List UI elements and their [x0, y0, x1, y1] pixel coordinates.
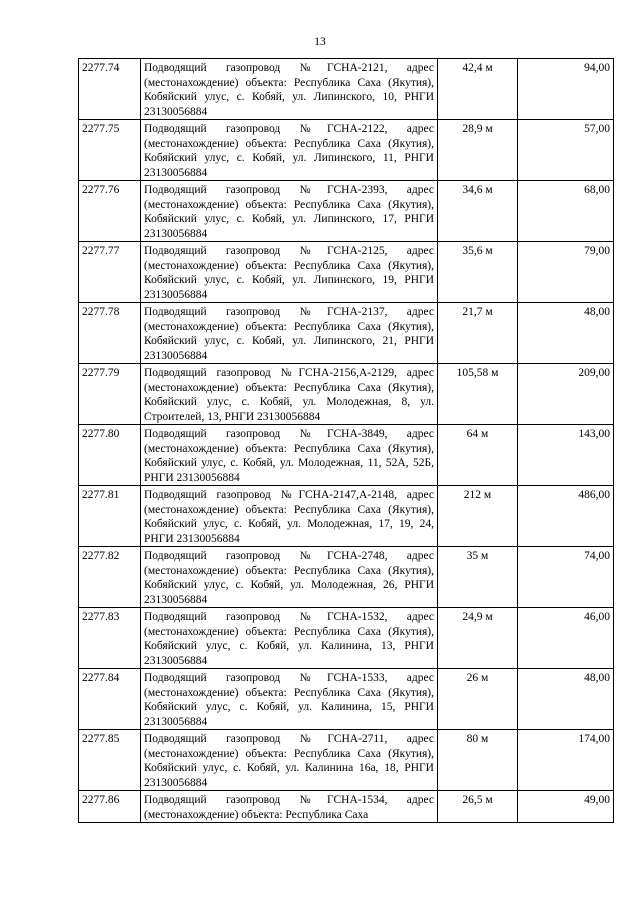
row-number-cell: 2277.74 [79, 59, 141, 120]
cost-cell: 48,00 [518, 303, 614, 364]
length-cell: 42,4 м [438, 59, 518, 120]
length-cell: 24,9 м [438, 608, 518, 669]
table-row [79, 120, 614, 181]
description-cell: Подводящий газопровод №ГСНА-1534, адрес (местонахождение) объекта: Республика Саха [141, 791, 438, 823]
description-cell: Подводящий газопровод №ГСНА-1532, адрес (местонахождение) объекта: Республика Саха (Якутия), Кобяйский улус, с. Кобяй, ул. Калинина, 13, РНГИ 23130056884 [141, 608, 438, 669]
cost-cell: 74,00 [518, 547, 614, 608]
description-cell: Подводящий газопровод №ГСНА-3849, адрес (местонахождение) объекта: Республика Саха (Якутия), Кобяйский улус, с. Кобяй, ул. Молодежная, 11, 52А, 52Б, РНГИ 23130056884 [141, 425, 438, 486]
length-cell: 26,5 м [438, 791, 518, 823]
cost-cell: 48,00 [518, 669, 614, 730]
table-row [79, 303, 614, 364]
length-cell: 212 м [438, 486, 518, 547]
table-row [79, 547, 614, 608]
row-number-cell: 2277.75 [79, 120, 141, 181]
length-cell: 21,7 м [438, 303, 518, 364]
length-cell: 34,6 м [438, 181, 518, 242]
length-cell: 80 м [438, 730, 518, 791]
table-row [79, 59, 614, 120]
table-row [79, 608, 614, 669]
table-row [79, 181, 614, 242]
table-row [79, 364, 614, 425]
table-row [79, 730, 614, 791]
table-row [79, 486, 614, 547]
length-cell: 35,6 м [438, 242, 518, 303]
description-cell: Подводящий газопровод №ГСНА-2121, адрес (местонахождение) объекта: Республика Саха (Якутия), Кобяйский улус, с. Кобяй, ул. Липинского, 10, РНГИ 23130056884 [141, 59, 438, 120]
length-cell: 35 м [438, 547, 518, 608]
cost-cell: 46,00 [518, 608, 614, 669]
row-number-cell: 2277.84 [79, 669, 141, 730]
description-cell: Подводящий газопровод №ГСНА-2748, адрес (местонахождение) объекта: Республика Саха (Якутия), Кобяйский улус, с. Кобяй, ул. Молодежная, 26, РНГИ 23130056884 [141, 547, 438, 608]
length-cell: 64 м [438, 425, 518, 486]
description-cell: Подводящий газопровод №ГСНА-2122, адрес (местонахождение) объекта: Республика Саха (Якутия), Кобяйский улус, с. Кобяй, ул. Липинского, 11, РНГИ 23130056884 [141, 120, 438, 181]
row-number-cell: 2277.83 [79, 608, 141, 669]
cost-cell: 57,00 [518, 120, 614, 181]
page-number: 13 [314, 36, 326, 48]
cost-cell: 49,00 [518, 791, 614, 823]
cost-cell: 79,00 [518, 242, 614, 303]
cost-cell: 94,00 [518, 59, 614, 120]
table-body [79, 59, 614, 823]
cost-cell: 143,00 [518, 425, 614, 486]
cost-cell: 209,00 [518, 364, 614, 425]
description-cell: Подводящий газопровод №ГСНА-2125, адрес (местонахождение) объекта: Республика Саха (Якутия), Кобяйский улус, с. Кобяй, ул. Липинского, 19, РНГИ 23130056884 [141, 242, 438, 303]
description-cell: Подводящий газопровод №ГСНА-2147,А-2148, адрес (местонахождение) объекта: Республика Саха (Якутия), Кобяйский улус, с. Кобяй, ул. Молодежная, 17, 19, 24, РНГИ 23130056884 [141, 486, 438, 547]
length-cell: 28,9 м [438, 120, 518, 181]
table-row [79, 791, 614, 823]
row-number-cell: 2277.86 [79, 791, 141, 823]
description-cell: Подводящий газопровод №ГСНА-2711, адрес (местонахождение) объекта: Республика Саха (Якутия), Кобяйский улус, с. Кобяй, ул. Калинина 16а, 18, РНГИ 23130056884 [141, 730, 438, 791]
length-cell: 105,58 м [438, 364, 518, 425]
row-number-cell: 2277.85 [79, 730, 141, 791]
description-cell: Подводящий газопровод №ГСНА-1533, адрес (местонахождение) объекта: Республика Саха (Якутия), Кобяйский улус, с. Кобяй, ул. Калинина, 15, РНГИ 23130056884 [141, 669, 438, 730]
row-number-cell: 2277.78 [79, 303, 141, 364]
row-number-cell: 2277.77 [79, 242, 141, 303]
table-row [79, 669, 614, 730]
description-cell: Подводящий газопровод №ГСНА-2393, адрес (местонахождение) объекта: Республика Саха (Якутия), Кобяйский улус, с. Кобяй, ул. Липинского, 17, РНГИ 23130056884 [141, 181, 438, 242]
table-row [79, 425, 614, 486]
row-number-cell: 2277.76 [79, 181, 141, 242]
length-cell: 26 м [438, 669, 518, 730]
property-registry-table [78, 58, 614, 823]
row-number-cell: 2277.79 [79, 364, 141, 425]
cost-cell: 174,00 [518, 730, 614, 791]
row-number-cell: 2277.82 [79, 547, 141, 608]
table-row [79, 242, 614, 303]
row-number-cell: 2277.80 [79, 425, 141, 486]
row-number-cell: 2277.81 [79, 486, 141, 547]
description-cell: Подводящий газопровод №ГСНА-2156,А-2129, адрес (местонахождение) объекта: Республика Саха (Якутия), Кобяйский улус, с. Кобяй, ул. Молодежная, 8, ул. Строителей, 13, РНГИ 23130056884 [141, 364, 438, 425]
description-cell: Подводящий газопровод №ГСНА-2137, адрес (местонахождение) объекта: Республика Саха (Якутия), Кобяйский улус, с. Кобяй, ул. Липинского, 21, РНГИ 23130056884 [141, 303, 438, 364]
cost-cell: 486,00 [518, 486, 614, 547]
cost-cell: 68,00 [518, 181, 614, 242]
